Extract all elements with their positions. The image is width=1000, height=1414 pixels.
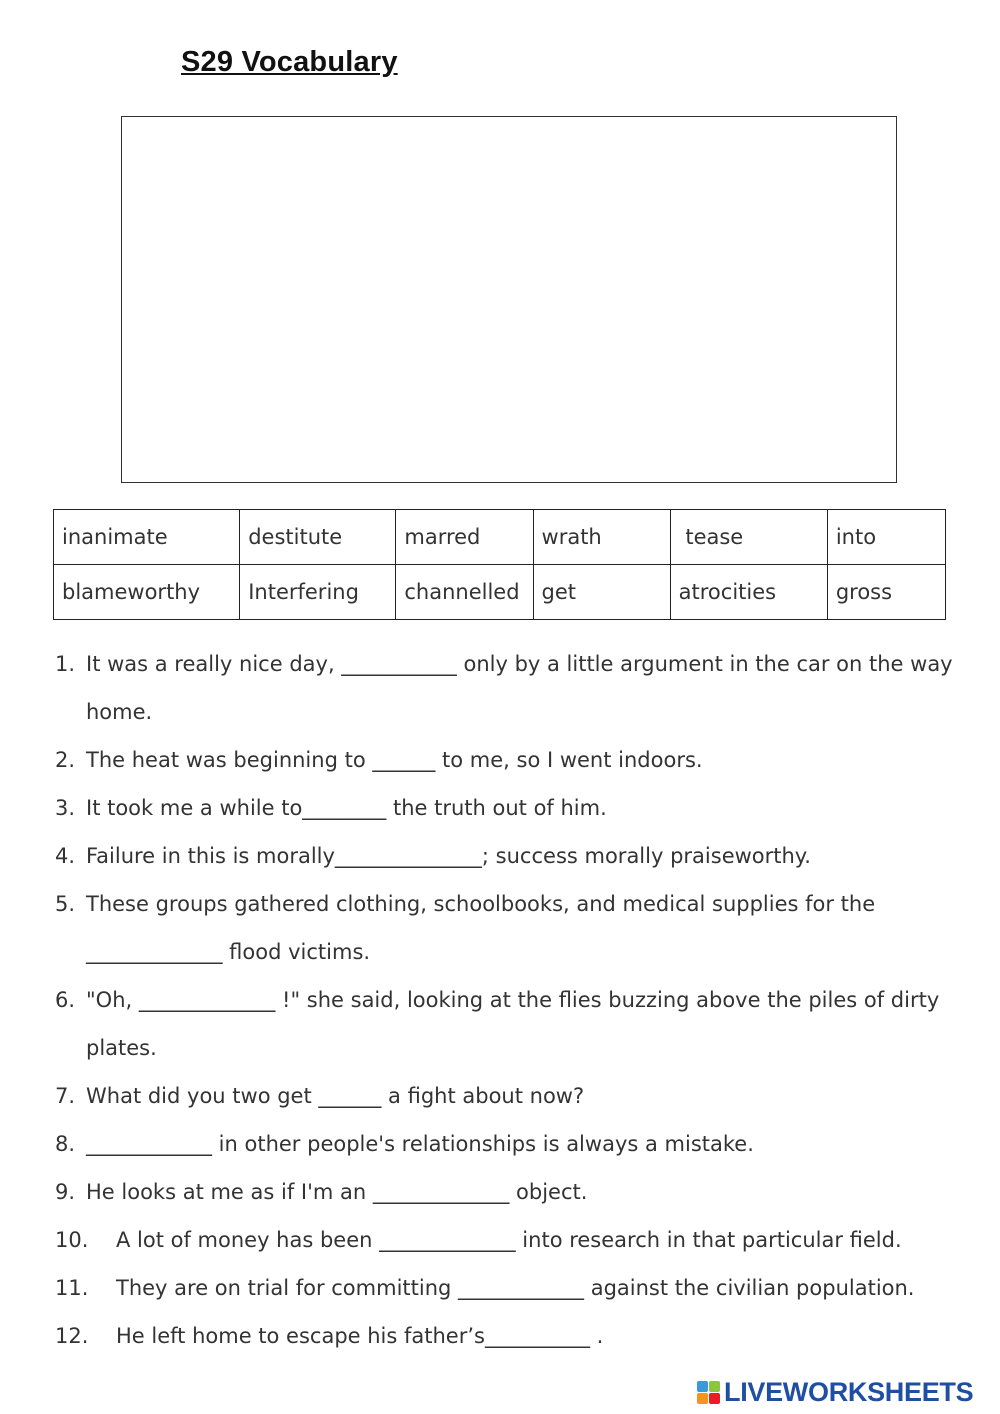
question-number: 12. — [55, 1324, 89, 1348]
question-text: He looks at me as if I'm an _____________ object. — [86, 1180, 588, 1204]
word-bank-row — [54, 565, 946, 620]
logo-text: LIVEWORKSHEETS — [724, 1377, 974, 1407]
word-bank-cell: into — [827, 510, 945, 565]
question-text: It was a really nice day, ___________ only by a little argument in the car on the way home. — [86, 652, 953, 724]
question-text: It took me a while to________ the truth out of him. — [86, 796, 607, 820]
image-placeholder-box — [121, 116, 897, 483]
word-bank-cell: tease — [670, 510, 827, 565]
word-bank-cell: atrocities — [670, 565, 827, 620]
question-text: "Oh, _____________ !" she said, looking at the flies buzzing above the piles of dirty plates. — [86, 988, 940, 1060]
word-bank-cell: destitute — [240, 510, 396, 565]
question-item — [55, 784, 965, 832]
question-item — [55, 1264, 965, 1312]
question-text: Failure in this is morally______________; success morally praiseworthy. — [86, 844, 811, 868]
word-bank-cell: Interfering — [240, 565, 396, 620]
question-number: 4. — [55, 844, 76, 868]
question-list — [55, 640, 965, 1360]
question-text: What did you two get ______ a fight about now? — [86, 1084, 585, 1108]
question-item — [55, 832, 965, 880]
question-item — [55, 1072, 965, 1120]
question-number: 2. — [55, 748, 76, 772]
question-number: 11. — [55, 1276, 89, 1300]
question-text: They are on trial for committing ____________ against the civilian population. — [116, 1276, 915, 1300]
question-text: The heat was beginning to ______ to me, so I went indoors. — [86, 748, 703, 772]
question-item — [55, 1120, 965, 1168]
word-bank-table — [53, 509, 946, 620]
question-item — [55, 976, 965, 1072]
question-number: 6. — [55, 988, 76, 1012]
question-text: ____________ in other people's relationships is always a mistake. — [86, 1132, 754, 1156]
question-item — [55, 1312, 965, 1360]
question-item — [55, 1168, 965, 1216]
word-bank-cell: inanimate — [54, 510, 240, 565]
question-item — [55, 880, 965, 976]
word-bank-cell: blameworthy — [54, 565, 240, 620]
question-number: 10. — [55, 1228, 89, 1252]
question-item — [55, 640, 965, 736]
question-number: 7. — [55, 1084, 76, 1108]
question-number: 8. — [55, 1132, 76, 1156]
question-item — [55, 736, 965, 784]
liveworksheets-logo-icon — [697, 1381, 720, 1404]
word-bank-cell: channelled — [396, 565, 533, 620]
word-bank-cell: marred — [396, 510, 533, 565]
question-number: 5. — [55, 892, 76, 916]
word-bank-cell: gross — [827, 565, 945, 620]
question-text: He left home to escape his father’s__________ . — [116, 1324, 604, 1348]
question-number: 1. — [55, 652, 76, 676]
word-bank-row — [54, 510, 946, 565]
question-number: 3. — [55, 796, 76, 820]
question-text: A lot of money has been _____________ into research in that particular field. — [116, 1228, 902, 1252]
word-bank-cell: get — [533, 565, 670, 620]
liveworksheets-logo[interactable] — [697, 1377, 973, 1408]
question-item — [55, 1216, 965, 1264]
word-bank-cell: wrath — [533, 510, 670, 565]
question-number: 9. — [55, 1180, 76, 1204]
question-text: These groups gathered clothing, schoolbooks, and medical supplies for the _____________ flood victims. — [86, 892, 876, 964]
worksheet-title: S29 Vocabulary — [181, 46, 398, 78]
